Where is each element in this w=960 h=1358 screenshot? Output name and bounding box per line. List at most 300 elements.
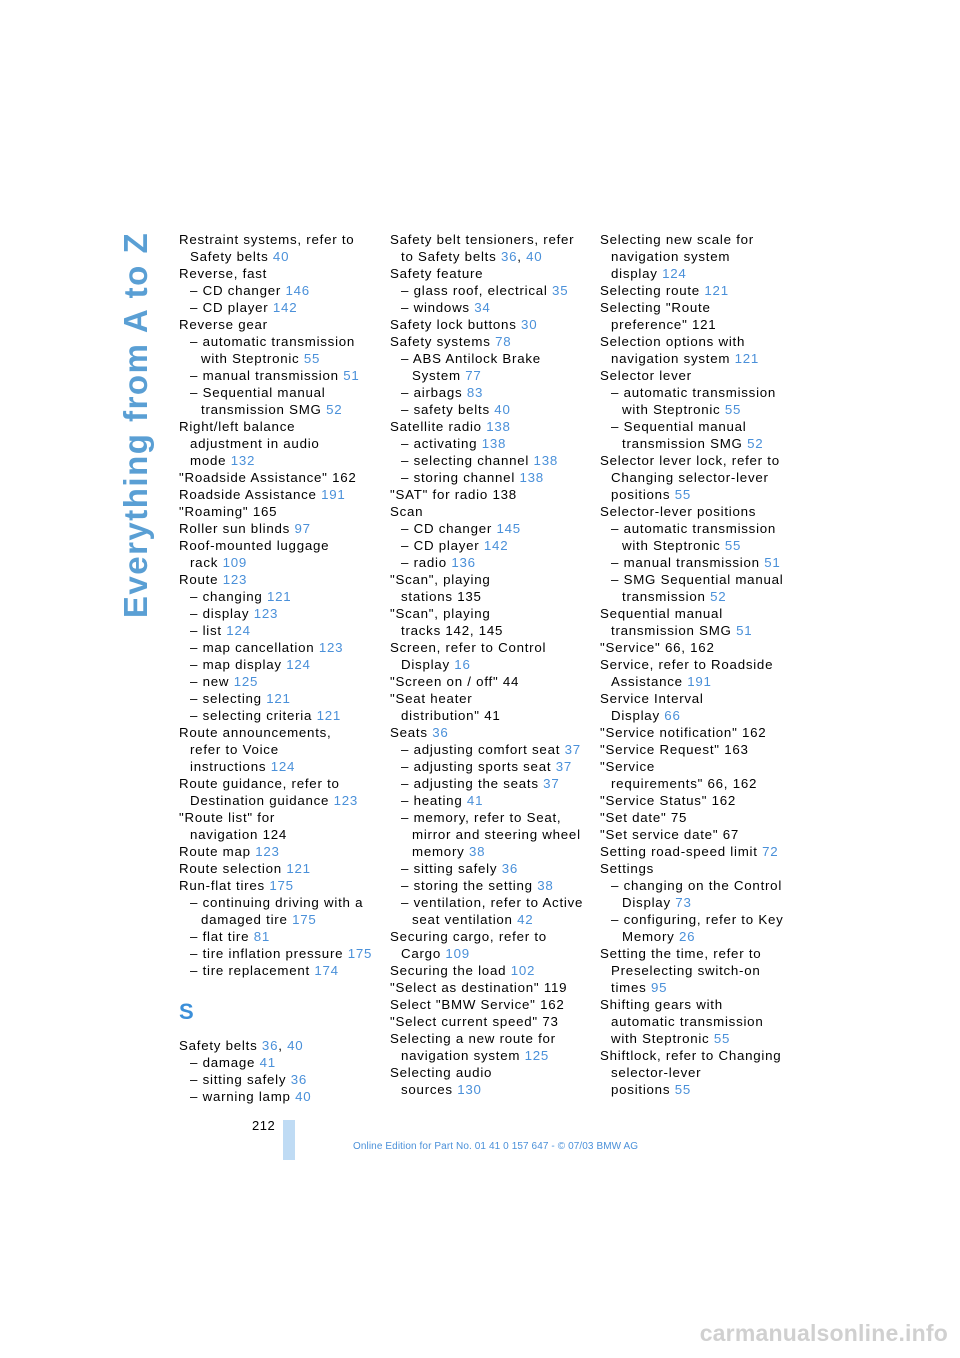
entry-text: transmission xyxy=(622,589,711,604)
index-entry xyxy=(179,231,379,265)
index-entry-line xyxy=(600,690,800,707)
index-subentry-line xyxy=(390,299,590,316)
entry-text: with Steptronic xyxy=(622,538,725,553)
page-ref-link[interactable]: 36 xyxy=(290,1072,307,1087)
entry-text: mirror and steering wheel xyxy=(412,827,581,842)
page-ref-link[interactable]: 38 xyxy=(537,878,554,893)
watermark: carmanualsonline.info xyxy=(699,1320,948,1346)
page-ref-link[interactable]: 97 xyxy=(294,521,311,536)
index-entry-line xyxy=(600,724,800,741)
side-title-text: Everything from A to Z xyxy=(117,231,154,619)
index-entry-line xyxy=(600,826,800,843)
index-entry-line xyxy=(179,860,379,877)
entry-text: – tire replacement xyxy=(190,963,315,978)
entry-text: Selecting audio xyxy=(390,1065,493,1080)
page-ref-link[interactable]: 37 xyxy=(555,759,573,774)
index-entry-line xyxy=(600,350,800,367)
index-subentry-line xyxy=(390,537,590,554)
index-entry-line xyxy=(390,690,590,707)
page-ref-link[interactable]: 130 xyxy=(457,1082,482,1097)
entry-text: navigation system xyxy=(611,351,735,366)
page-ref-link[interactable]: 40 xyxy=(526,249,543,264)
entry-text: – safety belts xyxy=(401,402,495,417)
index-entry-line xyxy=(390,1047,590,1064)
index-entry xyxy=(600,520,800,554)
page-ref-link[interactable]: 36 xyxy=(501,861,518,876)
index-entry xyxy=(179,384,379,418)
index-entry xyxy=(600,724,800,741)
entry-text: to Safety belts xyxy=(401,249,501,264)
index-entry xyxy=(600,452,800,503)
index-entry-line xyxy=(600,486,800,503)
page-ref-link[interactable]: 136 xyxy=(451,555,476,570)
entry-text: memory xyxy=(412,844,469,859)
index-entry xyxy=(600,639,800,656)
index-entry-line xyxy=(390,639,590,656)
index-entry xyxy=(390,741,590,758)
index-entry-line xyxy=(390,673,590,690)
index-entry-line xyxy=(600,741,800,758)
index-entry xyxy=(390,962,590,979)
entry-text: Safety belts xyxy=(179,1038,262,1053)
index-subentry-line xyxy=(390,809,590,826)
page-ref-link[interactable]: 83 xyxy=(466,385,484,400)
page-ref-link[interactable]: 55 xyxy=(674,1082,691,1097)
index-entry xyxy=(600,877,800,911)
page-ref-link[interactable]: 36 xyxy=(432,725,449,740)
entry-text: – ventilation, refer to Active xyxy=(401,895,584,910)
entry-text: – airbags xyxy=(401,385,467,400)
entry-text: Route map xyxy=(179,844,256,859)
index-entry-line xyxy=(179,1037,379,1054)
entry-text: Service, refer to Roadside xyxy=(600,657,774,672)
index-entry-line xyxy=(600,792,800,809)
entry-text: – adjusting sports seat xyxy=(401,759,556,774)
index-subentry-line xyxy=(179,282,379,299)
page-ref-link[interactable]: 124 xyxy=(270,759,296,774)
page-ref-link[interactable]: 40 xyxy=(287,1038,304,1053)
entry-text: – sitting safely xyxy=(190,1072,291,1087)
entry-text: refer to Voice xyxy=(190,742,279,757)
page-ref-link[interactable]: 78 xyxy=(495,334,512,349)
entry-text: Selector lever lock, refer to xyxy=(600,453,780,468)
index-entry-line xyxy=(179,792,379,809)
index-entry-line xyxy=(179,265,379,282)
page-ref-link[interactable]: 40 xyxy=(295,1089,312,1104)
entry-text: – windows xyxy=(401,300,475,315)
page-ref-link[interactable]: 121 xyxy=(267,589,292,604)
entry-text: Reverse, fast xyxy=(179,266,268,281)
page-ref-link[interactable]: 123 xyxy=(318,640,344,655)
index-entry xyxy=(390,775,590,792)
index-subentry-line xyxy=(390,826,590,843)
page-ref-link[interactable]: 124 xyxy=(286,657,311,672)
index-entry xyxy=(600,605,800,639)
entry-text: Safety belt tensioners, refer xyxy=(390,232,575,247)
page-ref-link[interactable]: 41 xyxy=(259,1055,276,1070)
index-entry-line xyxy=(600,316,800,333)
index-subentry-line xyxy=(179,299,379,316)
index-entry xyxy=(179,928,379,945)
page-ref-link[interactable]: 121 xyxy=(734,351,760,366)
entry-text: Selecting "Route xyxy=(600,300,711,315)
index-entry-line xyxy=(390,503,590,520)
index-subentry-line xyxy=(390,554,590,571)
index-entry xyxy=(390,605,590,639)
page-ref-link[interactable]: 73 xyxy=(675,895,692,910)
index-entry-line xyxy=(390,656,590,673)
entry-text: – list xyxy=(190,623,227,638)
index-entry xyxy=(600,826,800,843)
index-subentry-line xyxy=(179,588,379,605)
index-entry-line xyxy=(390,316,590,333)
entry-text: times xyxy=(611,980,651,995)
index-entry xyxy=(390,690,590,724)
index-entry xyxy=(179,690,379,707)
index-subentry-line xyxy=(179,928,379,945)
entry-text: Safety systems xyxy=(390,334,496,349)
page-ref-link[interactable]: 124 xyxy=(662,266,687,281)
index-entry xyxy=(600,418,800,452)
page-ref-link[interactable]: 175 xyxy=(269,878,294,893)
index-subentry-line xyxy=(179,333,379,350)
entry-text: positions xyxy=(611,487,675,502)
page-ref-link[interactable]: 38 xyxy=(468,844,486,859)
page-ref-link[interactable]: 40 xyxy=(494,402,511,417)
page-ref-link[interactable]: 81 xyxy=(253,929,270,944)
page-ref-link[interactable]: 132 xyxy=(230,453,256,468)
entry-text: – Sequential manual xyxy=(190,385,326,400)
index-entry-line xyxy=(600,469,800,486)
page-ref-link[interactable]: 138 xyxy=(481,436,507,451)
entry-text: "Route list" for xyxy=(179,810,276,825)
index-entry-line xyxy=(600,707,800,724)
index-entry-line xyxy=(600,673,800,690)
page-ref-link[interactable]: 191 xyxy=(687,674,712,689)
entry-text: – map cancellation xyxy=(190,640,319,655)
page-ref-link[interactable]: 52 xyxy=(326,402,343,417)
index-entry xyxy=(390,1064,590,1098)
entry-text: "SAT" for radio 138 xyxy=(390,487,517,502)
index-subentry-line xyxy=(390,350,590,367)
index-entry-line xyxy=(600,860,800,877)
index-entry-line xyxy=(390,996,590,1013)
index-entry xyxy=(390,486,590,503)
entry-text: with Steptronic xyxy=(201,351,304,366)
entry-text: Route announcements, xyxy=(179,725,332,740)
page-ref-link[interactable]: 121 xyxy=(286,861,311,876)
page-ref-link[interactable]: 95 xyxy=(650,980,668,995)
index-entry xyxy=(179,299,379,316)
page-ref-link[interactable]: 123 xyxy=(255,844,280,859)
page-ref-link[interactable]: 66 xyxy=(664,708,681,723)
page-ref-link[interactable]: 41 xyxy=(466,793,484,808)
page-ref-link[interactable]: 36 xyxy=(261,1038,279,1053)
index-entry xyxy=(600,860,800,877)
entry-text: navigation 124 xyxy=(190,827,288,842)
index-entry-line xyxy=(179,316,379,333)
index-entry xyxy=(600,690,800,724)
page-ref-link[interactable]: 72 xyxy=(762,844,779,859)
page-ref-link[interactable]: 125 xyxy=(233,674,259,689)
index-subentry-line xyxy=(600,877,800,894)
index-entry-line xyxy=(600,299,800,316)
index-entry-line xyxy=(390,1081,590,1098)
page-ref-link[interactable]: 16 xyxy=(454,657,471,672)
section-letter: S xyxy=(179,999,194,1024)
page-ref-link[interactable]: 55 xyxy=(724,538,742,553)
page-ref-link[interactable]: 191 xyxy=(321,487,346,502)
page-ref-link[interactable]: 146 xyxy=(285,283,310,298)
index-entry xyxy=(600,367,800,384)
index-entry xyxy=(179,588,379,605)
page-accent-bar xyxy=(283,1120,295,1160)
index-entry xyxy=(390,469,590,486)
index-subentry-line xyxy=(179,707,379,724)
page-ref-link[interactable]: 175 xyxy=(292,912,317,927)
page-ref-link[interactable]: 30 xyxy=(521,317,538,332)
index-entry-line xyxy=(390,1064,590,1081)
index-entry xyxy=(600,945,800,996)
page-ref-link[interactable]: 138 xyxy=(533,453,558,468)
entry-text: mode xyxy=(190,453,231,468)
index-entry xyxy=(179,622,379,639)
entry-text: – manual transmission xyxy=(190,368,344,383)
index-entry xyxy=(179,724,379,775)
entry-text: damaged tire xyxy=(201,912,293,927)
entry-text: seat ventilation xyxy=(412,912,518,927)
index-entry xyxy=(600,299,800,333)
index-subentry-line xyxy=(179,1071,379,1088)
page-ref-link[interactable]: 109 xyxy=(445,946,470,961)
entry-text: Securing the load xyxy=(390,963,511,978)
page-ref-link[interactable]: 26 xyxy=(678,929,696,944)
index-entry xyxy=(179,367,379,384)
page-ref-link[interactable]: 121 xyxy=(316,708,342,723)
entry-text: Service Interval xyxy=(600,691,704,706)
page-ref-link[interactable]: 109 xyxy=(222,555,248,570)
entry-text: Roadside Assistance xyxy=(179,487,322,502)
index-entry-line xyxy=(179,741,379,758)
index-subentry-line xyxy=(179,384,379,401)
entry-text: Display xyxy=(401,657,455,672)
index-entry xyxy=(179,282,379,299)
index-entry xyxy=(179,520,379,537)
page-ref-link[interactable]: 36 xyxy=(500,249,518,264)
index-column-2 xyxy=(390,231,590,1098)
index-column-3 xyxy=(600,231,800,1098)
index-entry-line xyxy=(600,1081,800,1098)
index-entry-line xyxy=(179,537,379,554)
page-ref-link[interactable]: 42 xyxy=(517,912,534,927)
index-subentry-line xyxy=(179,911,379,928)
index-entry-line xyxy=(600,962,800,979)
index-entry xyxy=(179,571,379,588)
index-entry xyxy=(390,724,590,741)
entry-text: – selecting channel xyxy=(401,453,534,468)
page-ref-link[interactable]: 51 xyxy=(764,555,781,570)
entry-text: stations 135 xyxy=(401,589,482,604)
entry-text: Scan xyxy=(390,504,424,519)
index-entry-line xyxy=(390,979,590,996)
page-ref-link[interactable]: 138 xyxy=(486,419,511,434)
entry-text: Shiftlock, refer to Changing xyxy=(600,1048,782,1063)
page-ref-link[interactable]: 55 xyxy=(713,1031,731,1046)
entry-text: Preselecting switch-on xyxy=(611,963,761,978)
entry-text: – CD player xyxy=(401,538,484,553)
index-entry-line xyxy=(390,962,590,979)
entry-text: – selecting xyxy=(190,691,267,706)
index-entry-line xyxy=(179,418,379,435)
index-entry xyxy=(179,1054,379,1071)
entry-text: Reverse gear xyxy=(179,317,268,332)
entry-text: Route selection xyxy=(179,861,287,876)
entry-text: Selector lever xyxy=(600,368,692,383)
entry-text: – flat tire xyxy=(190,929,254,944)
index-entry-line xyxy=(600,639,800,656)
index-entry-line xyxy=(179,231,379,248)
index-entry-line xyxy=(390,724,590,741)
page-ref-link[interactable]: 142 xyxy=(483,538,509,553)
index-entry-line xyxy=(600,503,800,520)
index-entry-line xyxy=(179,554,379,571)
index-subentry-line xyxy=(600,894,800,911)
page-ref-link[interactable]: 145 xyxy=(496,521,521,536)
page-ref-link[interactable]: 52 xyxy=(710,589,727,604)
entry-text: navigation system xyxy=(611,249,731,264)
entry-text: – CD changer xyxy=(190,283,286,298)
entry-text: "Screen on / off" 44 xyxy=(390,674,520,689)
index-entry xyxy=(390,435,590,452)
index-subentry-line xyxy=(390,775,590,792)
index-entry xyxy=(390,792,590,809)
page-ref-link[interactable]: 121 xyxy=(704,283,729,298)
page-ref-link[interactable]: 51 xyxy=(343,368,360,383)
index-entry xyxy=(179,605,379,622)
page-ref-link[interactable]: 174 xyxy=(314,963,339,978)
entry-text: – heating xyxy=(401,793,467,808)
page-ref-link[interactable]: 125 xyxy=(524,1048,550,1063)
index-entry-line xyxy=(179,248,379,265)
entry-text: Cargo xyxy=(401,946,446,961)
page-ref-link[interactable]: 123 xyxy=(333,793,359,808)
index-subentry-line xyxy=(390,860,590,877)
page-ref-link[interactable]: 55 xyxy=(674,487,691,502)
page-ref-link[interactable]: 52 xyxy=(747,436,764,451)
page-ref-link[interactable]: 77 xyxy=(465,368,482,383)
index-entry xyxy=(600,554,800,571)
page-ref-link[interactable]: 37 xyxy=(564,742,581,757)
index-entry-line xyxy=(600,265,800,282)
page-ref-link[interactable]: 51 xyxy=(736,623,753,638)
index-subentry-line xyxy=(179,1088,379,1105)
index-entry xyxy=(390,996,590,1013)
index-entry xyxy=(600,384,800,418)
entry-text: Satellite radio xyxy=(390,419,487,434)
entry-text: selector-lever xyxy=(611,1065,702,1080)
index-entry xyxy=(179,1071,379,1088)
index-entry-line xyxy=(600,979,800,996)
index-entry-line xyxy=(600,605,800,622)
index-entry xyxy=(390,571,590,605)
index-entry xyxy=(600,231,800,282)
page-ref-link[interactable]: 40 xyxy=(272,249,290,264)
page-ref-link[interactable]: 121 xyxy=(266,691,291,706)
page-ref-link[interactable]: 138 xyxy=(519,470,544,485)
entry-text: "Set date" 75 xyxy=(600,810,688,825)
index-entry xyxy=(390,401,590,418)
entry-text: – memory, refer to Seat, xyxy=(401,810,562,825)
index-entry xyxy=(390,928,590,962)
entry-text: – adjusting the seats xyxy=(401,776,544,791)
page-ref-link[interactable]: 175 xyxy=(347,946,373,961)
index-entry xyxy=(390,537,590,554)
index-entry xyxy=(390,1013,590,1030)
index-entry-line xyxy=(179,809,379,826)
entry-text: Selector-lever positions xyxy=(600,504,757,519)
index-subentry-line xyxy=(390,911,590,928)
index-entry-line xyxy=(390,928,590,945)
index-subentry-line xyxy=(390,877,590,894)
entry-text: adjustment in audio xyxy=(190,436,320,451)
footer-note: Online Edition for Part No. 01 41 0 157 647 - © 07/03 BMW AG xyxy=(353,1141,639,1152)
index-subentry-line xyxy=(179,367,379,384)
index-entry-line xyxy=(179,503,379,520)
index-entry xyxy=(179,945,379,962)
index-entry-line xyxy=(390,265,590,282)
entry-text: – glass roof, electrical xyxy=(401,283,553,298)
index-entry xyxy=(179,877,379,894)
page-ref-link[interactable]: 55 xyxy=(724,402,742,417)
index-entry-line xyxy=(600,996,800,1013)
entry-text: – selecting criteria xyxy=(190,708,317,723)
index-entry xyxy=(179,656,379,673)
index-entry-line xyxy=(600,622,800,639)
page-ref-link[interactable]: 34 xyxy=(474,300,491,315)
index-subentry-line xyxy=(600,588,800,605)
page-ref-link[interactable]: 123 xyxy=(222,572,248,587)
page-ref-link[interactable]: 124 xyxy=(226,623,251,638)
entry-text: Setting the time, refer to xyxy=(600,946,762,961)
index-entry xyxy=(179,418,379,469)
page-ref-link[interactable]: 123 xyxy=(253,606,279,621)
entry-text: automatic transmission xyxy=(611,1014,764,1029)
entry-text: – automatic transmission xyxy=(611,521,777,536)
entry-text: display xyxy=(611,266,663,281)
index-entry xyxy=(600,282,800,299)
page-ref-link[interactable]: 35 xyxy=(552,283,569,298)
index-entry xyxy=(390,282,590,299)
index-entry xyxy=(390,384,590,401)
entry-text: – CD changer xyxy=(401,521,497,536)
entry-text: transmission SMG xyxy=(611,623,737,638)
index-subentry-line xyxy=(179,690,379,707)
entry-text: "Set service date" 67 xyxy=(600,827,740,842)
index-entry-line xyxy=(390,248,590,265)
page-ref-link[interactable]: 142 xyxy=(272,300,298,315)
page-ref-link[interactable]: 55 xyxy=(303,351,321,366)
entry-text: – sitting safely xyxy=(401,861,502,876)
entry-text: Selecting route xyxy=(600,283,705,298)
index-entry xyxy=(179,809,379,843)
entry-text: "Service" 66, 162 xyxy=(600,640,715,655)
page-ref-link[interactable]: 37 xyxy=(543,776,560,791)
index-entry xyxy=(390,350,590,384)
entry-text: – storing channel xyxy=(401,470,520,485)
page-ref-link[interactable]: 102 xyxy=(510,963,536,978)
index-subentry-line xyxy=(390,282,590,299)
entry-text: rack xyxy=(190,555,223,570)
